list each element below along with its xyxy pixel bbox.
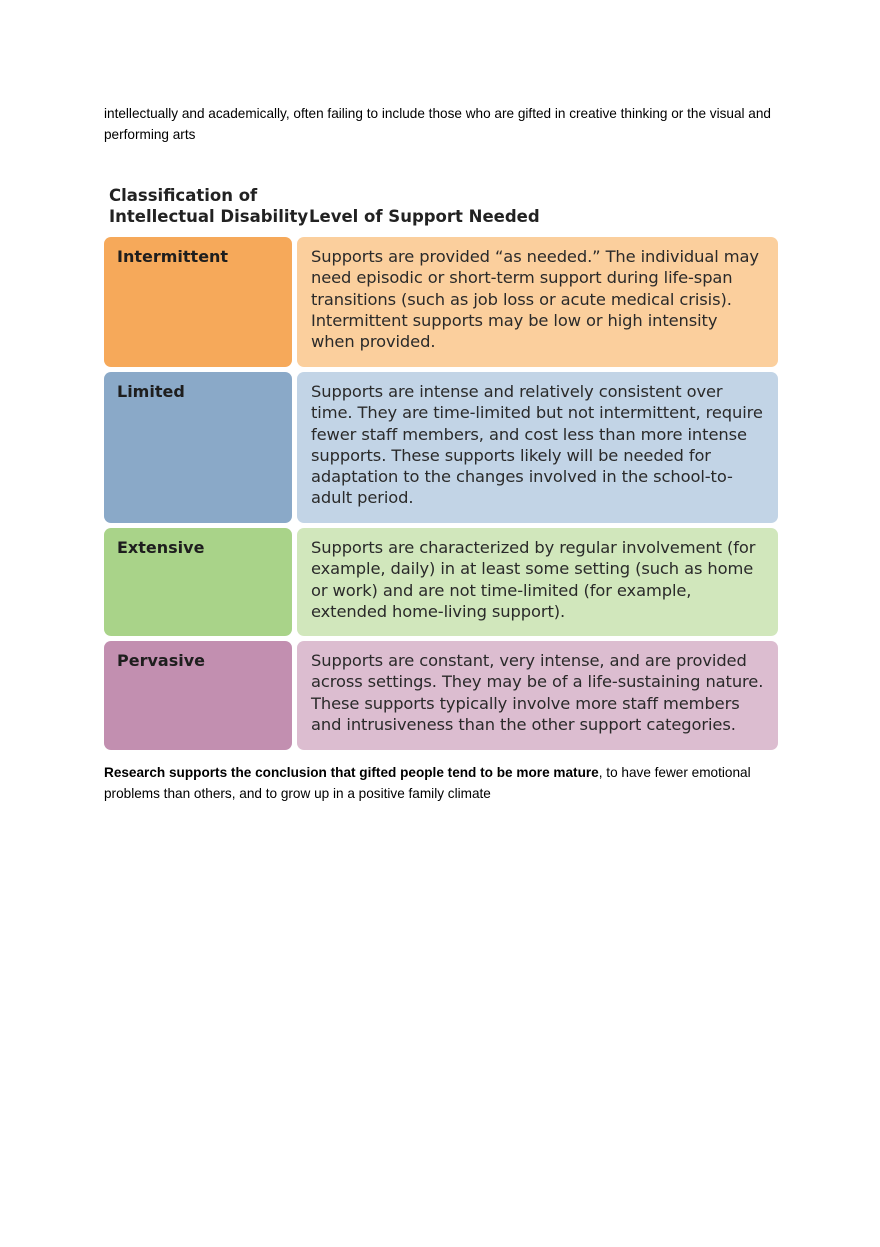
closing-paragraph-rest: , to have fewer emotional problems than others, and to grow up in a positive family climate [104, 765, 751, 801]
description-limited: Supports are intense and relatively consistent over time. They are time-limited but not intermittent, require fewer staff members, and cost less than more intense supports. These supports likely will be needed for adaptation to the changes involved in the school-to-adult period. [297, 372, 778, 523]
label-intermittent: Intermittent [104, 237, 292, 367]
label-pervasive: Pervasive [104, 641, 292, 750]
row-extensive [104, 528, 778, 636]
header-classification [109, 185, 308, 227]
row-pervasive [104, 641, 778, 750]
header-classification-line1: Classification of [109, 186, 258, 205]
row-intermittent [104, 237, 778, 367]
support-levels-figure [104, 182, 778, 752]
description-extensive: Supports are characterized by regular involvement (for example, daily) in at least some setting (such as home or work) and are not time-limited (for example, extended home-living support). [297, 528, 778, 636]
closing-paragraph-bold: Research supports the conclusion that gifted people tend to be more mature [104, 765, 599, 780]
header-support-needed: Level of Support Needed [309, 207, 540, 226]
header-classification-line2: Intellectual Disability [109, 207, 309, 226]
description-intermittent: Supports are provided “as needed.” The individual may need episodic or short-term support during life-span transitions (such as job loss or acute medical crisis). Intermittent supports may be low or high intensity when provided. [297, 237, 778, 367]
intro-paragraph: intellectually and academically, often failing to include those who are gifted in creative thinking or the visual and performing arts [104, 106, 771, 142]
closing-paragraph [104, 762, 784, 804]
row-limited [104, 372, 778, 523]
label-extensive: Extensive [104, 528, 292, 636]
label-limited: Limited [104, 372, 292, 523]
description-pervasive: Supports are constant, very intense, and are provided across settings. They may be of a life-sustaining nature. These supports typically involve more staff members and intrusiveness than the other support categories. [297, 641, 778, 750]
